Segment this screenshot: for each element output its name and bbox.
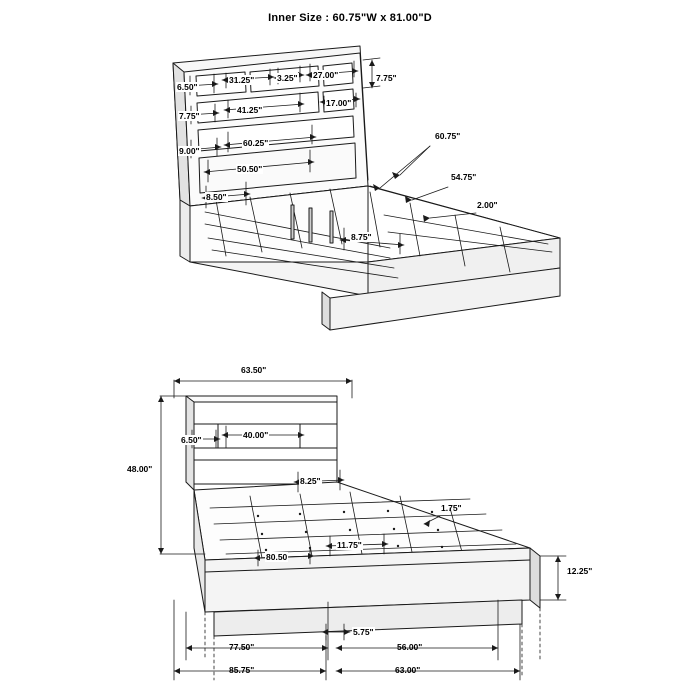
dim-8-50: 8.50" [206,192,227,202]
dim-5-75: 5.75" [353,627,374,637]
dim-40-00: 40.00" [243,430,269,440]
dim-6-50-top: 6.50" [177,82,198,92]
dim-1-75: 1.75" [441,503,462,513]
dim-63-50: 63.50" [241,365,267,375]
dim-8-75: 8.75" [351,232,372,242]
dim-6-50-side: 6.50" [181,435,202,445]
dim-48-00: 48.00" [127,464,153,474]
dim-31-25: 31.25" [229,75,255,85]
dim-56-00: 56.00" [397,642,423,652]
dim-54-75: 54.75" [451,172,477,182]
page-title: Inner Size : 60.75"W x 81.00"D [268,12,432,24]
dim-7-75-right: 7.75" [376,73,397,83]
dim-11-75: 11.75" [337,540,362,550]
dim-63-00: 63.00" [395,665,421,675]
dim-85-75: 85.75" [229,665,255,675]
side-view-bed [186,396,540,636]
dim-41-25: 41.25" [237,105,263,115]
dim-17-00: 17.00" [326,98,352,108]
dim-9-00: 9.00" [179,146,200,156]
dim-60-25: 60.25" [243,138,269,148]
dim-27-00: 27.00" [313,70,339,80]
dim-7-75-left: 7.75" [179,111,200,121]
dim-8-25: 8.25" [300,476,321,486]
dim-12-25: 12.25" [567,566,593,576]
dim-77-50: 77.50" [229,642,255,652]
dim-60-75: 60.75" [435,131,461,141]
dim-3-25: 3.25" [277,73,298,83]
dim-80-50: 80.50 [266,552,288,562]
dim-50-50: 50.50" [237,164,263,174]
dim-2-00: 2.00" [477,200,498,210]
